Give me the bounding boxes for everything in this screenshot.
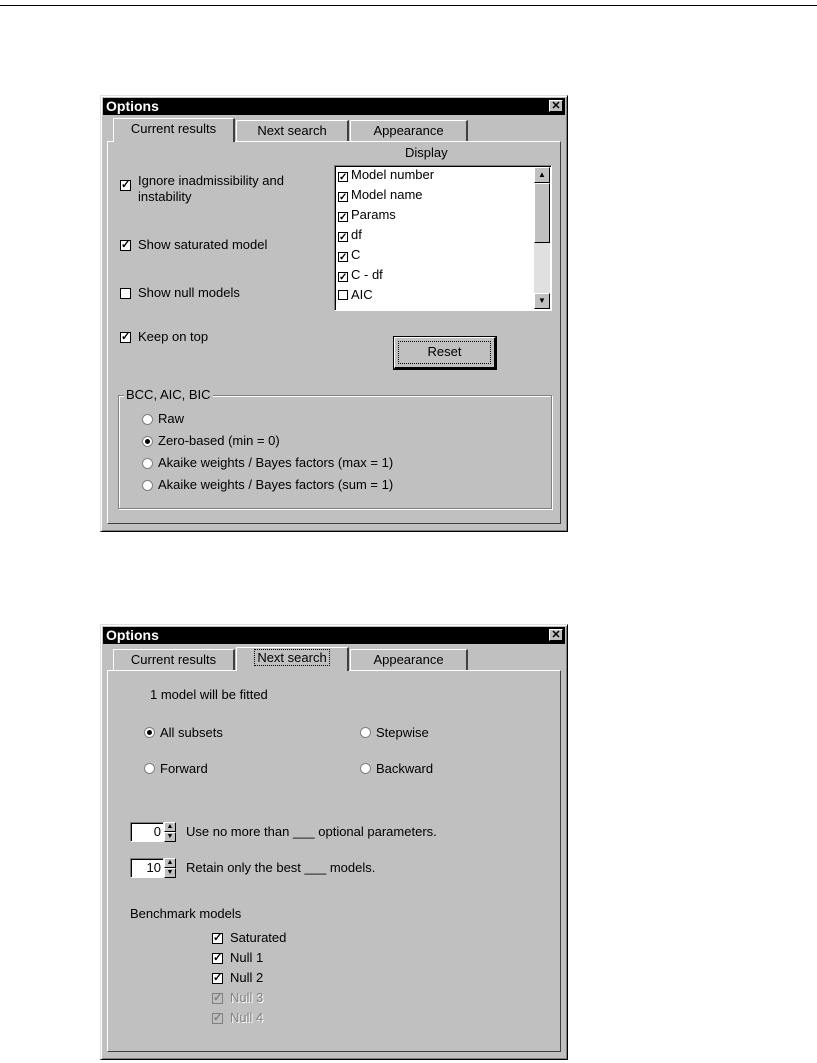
tab-appearance[interactable] xyxy=(350,120,468,142)
list-item-label: Model name xyxy=(351,187,423,202)
check-mark-icon: ✓ xyxy=(121,331,131,343)
max-params-input[interactable]: 0 xyxy=(130,822,164,842)
tab-current-results[interactable] xyxy=(113,118,235,142)
options-dialog-next-search xyxy=(100,624,568,1060)
reset-button-label: Reset xyxy=(427,344,462,359)
benchmark-label: Null 1 xyxy=(230,950,264,965)
benchmark-title: Benchmark models xyxy=(130,906,242,921)
criteria-group-title: BCC, AIC, BIC xyxy=(126,387,211,402)
list-checkbox[interactable]: ✓ xyxy=(339,252,348,263)
forward-radio[interactable] xyxy=(144,763,155,774)
list-checkbox[interactable]: ✓ xyxy=(339,172,348,183)
display-list-item[interactable] xyxy=(338,165,434,185)
display-list-item[interactable] xyxy=(338,245,360,265)
list-item-label: Params xyxy=(351,207,396,222)
list-item-label: C - df xyxy=(351,267,383,282)
list-checkbox[interactable]: ✓ xyxy=(339,192,348,203)
list-checkbox[interactable]: ✓ xyxy=(339,232,348,243)
forward-label: Forward xyxy=(160,761,208,776)
display-list-item[interactable] xyxy=(338,285,373,305)
benchmark-checkbox: ✓ xyxy=(213,992,223,1004)
tab-current-results[interactable] xyxy=(113,649,235,671)
title-bar xyxy=(103,98,565,115)
backward-label: Backward xyxy=(376,761,434,776)
benchmark-label: Null 3 xyxy=(230,990,264,1005)
tab-label: Next search xyxy=(257,123,327,138)
keep-on-top-checkbox[interactable] xyxy=(120,332,131,343)
tab-appearance[interactable] xyxy=(350,649,468,671)
list-item-label: Model number xyxy=(351,167,435,182)
criteria-option-label: Akaike weights / Bayes factors (max = 1) xyxy=(158,455,394,470)
display-scrollbar[interactable] xyxy=(534,167,550,309)
close-icon: ✕ xyxy=(551,100,561,112)
max-params-label: Use no more than ___ optional parameters. xyxy=(186,824,437,839)
criteria-option-label: Zero-based (min = 0) xyxy=(158,433,280,448)
close-icon: ✕ xyxy=(551,629,561,641)
tab-label: Appearance xyxy=(373,123,444,138)
all-subsets-label: All subsets xyxy=(160,725,223,740)
criteria-option-label: Akaike weights / Bayes factors (sum = 1) xyxy=(158,477,394,492)
scroll-thumb[interactable] xyxy=(534,183,550,243)
display-label: Display xyxy=(405,145,448,160)
benchmark-checkbox[interactable]: ✓ xyxy=(213,952,223,964)
list-item-label: C xyxy=(351,247,361,262)
reset-button[interactable] xyxy=(394,337,496,369)
tab-label: Current results xyxy=(130,121,217,136)
close-button[interactable] xyxy=(549,100,563,112)
benchmark-label: Null 2 xyxy=(230,970,264,985)
spin-up-icon[interactable]: ▲ xyxy=(164,858,176,868)
tab-next-search[interactable] xyxy=(236,647,349,671)
stepwise-label: Stepwise xyxy=(376,725,429,740)
criteria-option-label: Raw xyxy=(158,411,185,426)
benchmark-label: Null 4 xyxy=(230,1010,264,1025)
list-item-label: AIC xyxy=(351,287,373,302)
display-list-item[interactable] xyxy=(338,185,423,205)
scroll-down-button[interactable] xyxy=(534,293,550,309)
tab-next-search[interactable] xyxy=(236,120,349,142)
show-null-label: Show null models xyxy=(138,285,240,300)
keep-on-top-label: Keep on top xyxy=(138,329,209,344)
criteria-radio[interactable] xyxy=(142,480,153,491)
title-bar xyxy=(103,627,565,644)
list-item-label: df xyxy=(351,227,362,242)
tab-label: Next search xyxy=(254,649,329,666)
criteria-radio[interactable] xyxy=(142,458,153,469)
tab-label: Appearance xyxy=(373,652,444,667)
ignore-inadmissibility-checkbox[interactable] xyxy=(120,180,131,191)
retain-best-input[interactable]: 10 xyxy=(130,858,164,878)
benchmark-checkbox: ✓ xyxy=(213,1012,223,1024)
check-mark-icon: ✓ xyxy=(121,239,131,251)
display-listbox[interactable] xyxy=(334,165,552,311)
up-arrow-icon: ▲ xyxy=(538,170,546,179)
spin-down-icon[interactable]: ▼ xyxy=(164,868,176,878)
benchmark-checkbox[interactable]: ✓ xyxy=(213,972,223,984)
close-button[interactable] xyxy=(549,629,563,641)
check-mark-icon: ✓ xyxy=(121,179,131,191)
criteria-radio[interactable] xyxy=(142,436,153,447)
radio-dot xyxy=(145,439,150,444)
ignore-inadmissibility-label: Ignore inadmissibility and xyxy=(138,173,284,188)
list-checkbox[interactable]: ✓ xyxy=(339,272,348,283)
retain-best-stepper[interactable] xyxy=(164,858,176,878)
show-saturated-checkbox[interactable] xyxy=(120,240,131,251)
tab-panel xyxy=(107,670,561,1052)
spin-down-icon[interactable]: ▼ xyxy=(164,832,176,842)
display-list-item[interactable] xyxy=(338,265,383,285)
tab-panel xyxy=(107,141,561,524)
fit-count-text: 1 model will be fitted xyxy=(150,687,268,702)
list-checkbox[interactable]: ✓ xyxy=(339,212,348,223)
stepwise-radio[interactable] xyxy=(360,727,371,738)
options-dialog-current-results xyxy=(100,95,568,532)
list-checkbox[interactable] xyxy=(338,290,348,300)
display-list-item[interactable] xyxy=(338,205,396,225)
page-top-rule xyxy=(0,5,817,6)
spin-up-icon[interactable]: ▲ xyxy=(164,822,176,832)
ignore-inadmissibility-label-line2: instability xyxy=(138,189,192,204)
dialog-title: Options xyxy=(106,98,159,114)
show-null-checkbox[interactable] xyxy=(120,288,131,299)
backward-radio[interactable] xyxy=(360,763,371,774)
benchmark-label: Saturated xyxy=(230,930,287,945)
retain-best-label: Retain only the best ___ models. xyxy=(186,860,376,875)
tab-label: Current results xyxy=(130,652,217,667)
down-arrow-icon: ▼ xyxy=(538,296,546,305)
max-params-stepper[interactable] xyxy=(164,822,176,842)
display-list-item[interactable] xyxy=(338,225,362,245)
all-subsets-radio[interactable] xyxy=(144,727,155,738)
show-saturated-label: Show saturated model xyxy=(138,237,268,252)
dialog-title: Options xyxy=(106,627,159,643)
scroll-up-button[interactable] xyxy=(534,167,550,183)
criteria-radio[interactable] xyxy=(142,414,153,425)
benchmark-checkbox[interactable]: ✓ xyxy=(213,932,223,944)
